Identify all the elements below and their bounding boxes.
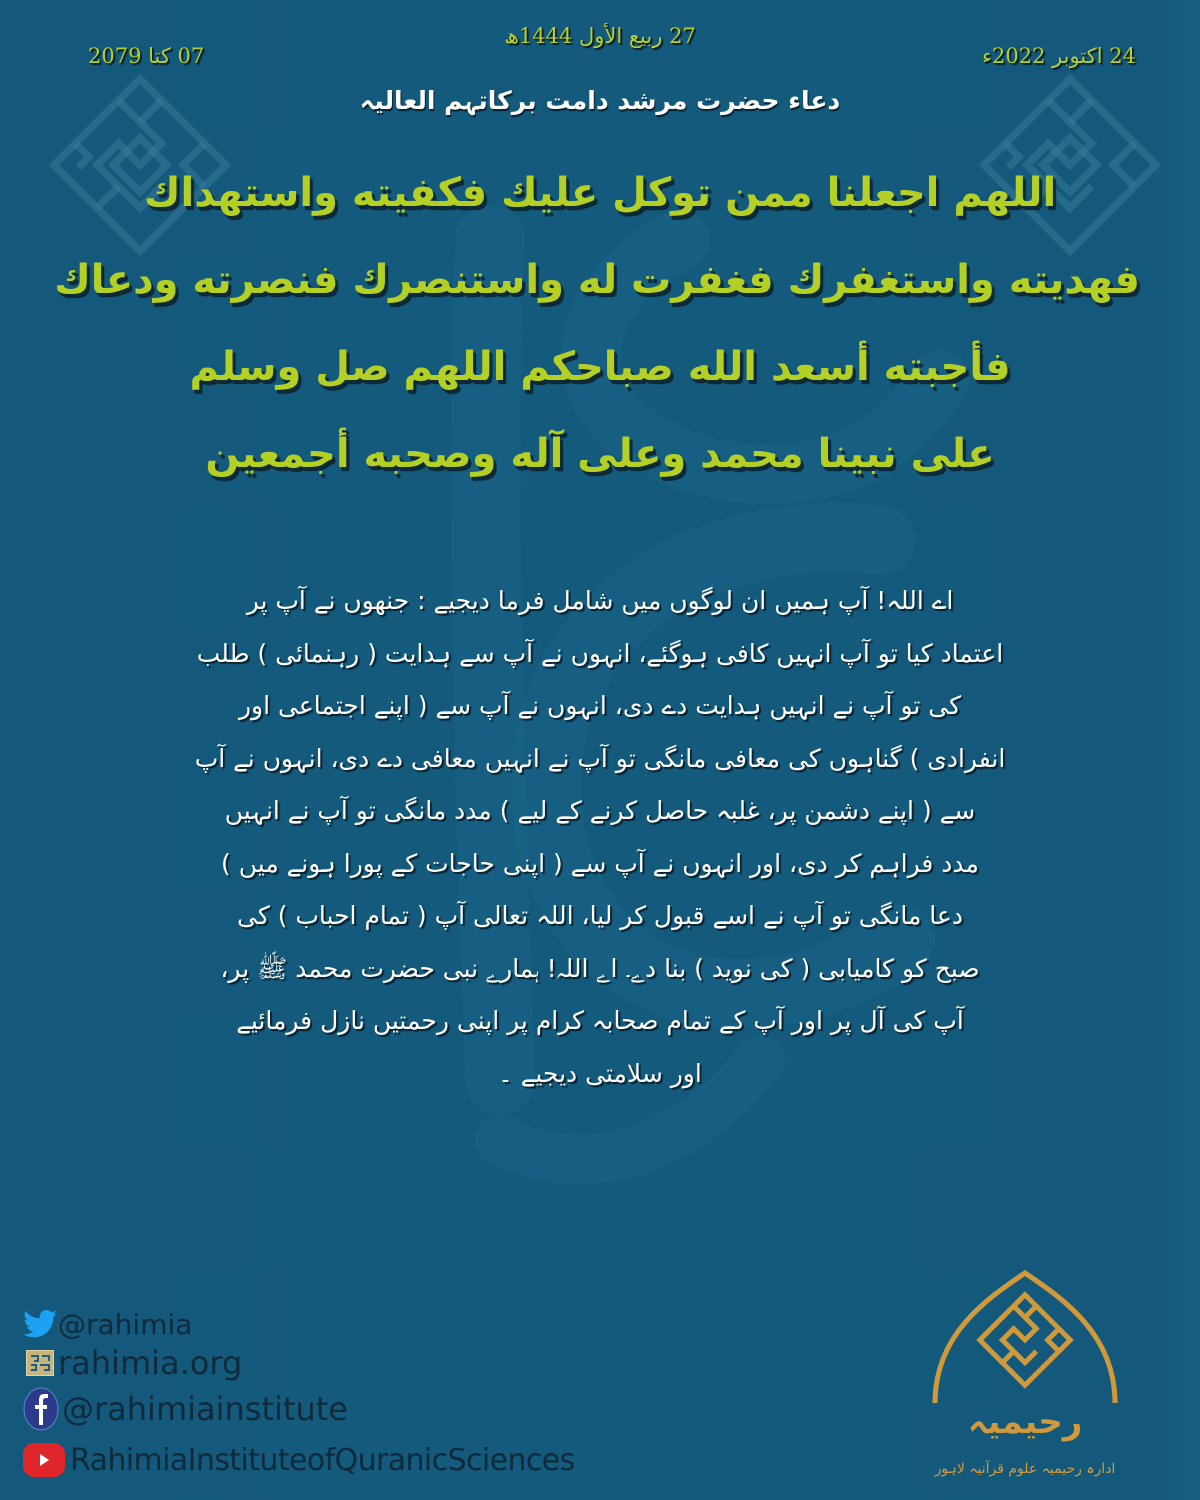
- youtube-channel: RahimiaInstituteofQuranicSciences: [70, 1442, 575, 1478]
- facebook-link[interactable]: [22, 1385, 575, 1433]
- logo-name: رحیمیہ: [967, 1402, 1083, 1442]
- facebook-handle: @rahimiainstitute: [62, 1390, 348, 1428]
- youtube-link[interactable]: [22, 1439, 575, 1481]
- rahimia-logo: [915, 1265, 1135, 1490]
- facebook-icon: [22, 1386, 60, 1432]
- rahimia-knot-icon: [22, 1348, 58, 1378]
- twitter-link[interactable]: [22, 1305, 575, 1343]
- hijri-date: 27 ربیع الأول 1444ھ: [504, 24, 696, 48]
- twitter-handle: @rahimia: [58, 1307, 193, 1341]
- urdu-line: اور سلامتی دیجیے ۔: [498, 1058, 702, 1088]
- website-url: rahimia.org: [58, 1344, 243, 1382]
- urdu-line: مدد فراہم کر دی، اور انہوں نے آپ سے ( اپنی حاجات کے پورا ہونے میں ): [221, 848, 979, 878]
- arabic-line: فهديته واستغفرك فغفرت له واستنصرك فنصرته ودعاك: [54, 257, 1140, 303]
- arabic-dua: [54, 150, 1140, 498]
- dua-title: دعاء حضرت مرشد دامت برکاتہم العالیہ: [359, 86, 841, 115]
- urdu-translation: [140, 575, 1060, 1100]
- urdu-line: اے اللہ! آپ ہمیں ان لوگوں میں شامل فرما دیجیے : جنھوں نے آپ پر: [246, 586, 954, 615]
- gregorian-date: 24 اکتوبر 2022ء: [982, 44, 1136, 68]
- urdu-line: صبح کو کامیابی ( کی نوید ) بنا دے۔ اے اللہ! ہمارے نبی حضرت محمد ﷺ پر،: [220, 953, 980, 983]
- website-link[interactable]: [22, 1343, 575, 1383]
- arabic-line: فأجبته أسعد الله صباحكم اللهم صل وسلم: [189, 344, 1011, 390]
- youtube-play-icon: [22, 1442, 66, 1478]
- urdu-line: انفرادی ) گناہوں کی معافی مانگی تو آپ نے انہیں معافی دے دی، انہوں نے آپ: [194, 743, 1006, 773]
- urdu-line: سے ( اپنے دشمن پر، غلبہ حاصل کرنے کے لیے ) مدد مانگی تو آپ نے انہیں: [224, 796, 976, 825]
- bikrami-date: 07 کتا 2079: [88, 44, 205, 68]
- social-links: [22, 1305, 575, 1481]
- arabic-line: على نبينا محمد وعلى آله وصحبه أجمعين: [205, 431, 995, 477]
- arabic-line: اللهم اجعلنا ممن توكل عليك فكفيته واستهداك: [143, 170, 1057, 216]
- urdu-line: دعا مانگی تو آپ نے اسے قبول کر لیا، اللہ تعالی آپ ( تمام احباب ) کی: [237, 901, 963, 930]
- twitter-bird-icon: [22, 1309, 58, 1339]
- urdu-line: کی تو آپ نے انہیں ہدایت دے دی، انہوں نے آپ سے ( اپنے اجتماعی اور: [238, 691, 962, 720]
- urdu-line: آپ کی آل پر اور آپ کے تمام صحابہ کرام پر اپنی رحمتیں نازل فرمائیے: [236, 1006, 964, 1035]
- urdu-line: اعتماد کیا تو آپ انہیں کافی ہوگئے، انہوں نے آپ سے ہدایت ( رہنمائی ) طلب: [196, 638, 1004, 668]
- logo-subtitle: ادارہ رحیمیہ علوم قرآنیہ لاہور: [934, 1461, 1116, 1477]
